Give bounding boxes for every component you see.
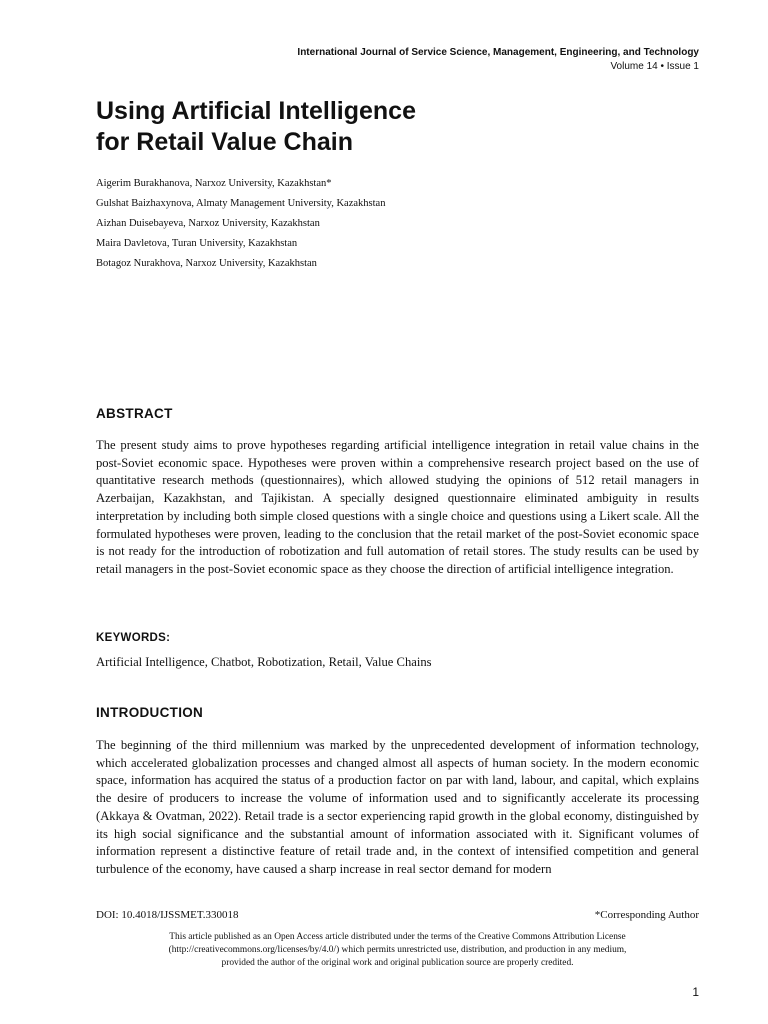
author-item: Gulshat Baizhaxynova, Almaty Management University, Kazakhstan: [96, 198, 386, 209]
author-item: Maira Davletova, Turan University, Kazakhstan: [96, 238, 298, 249]
author-item: Aigerim Burakhanova, Narxoz University, Kazakhstan*: [96, 178, 332, 189]
keywords-heading: KEYWORDS:: [96, 632, 171, 644]
volume-issue: Volume 14 • Issue 1: [610, 61, 699, 72]
article-title: [96, 96, 656, 158]
corresponding-author-note: *Corresponding Author: [594, 909, 699, 921]
abstract-heading: ABSTRACT: [96, 406, 173, 421]
abstract-text: The present study aims to prove hypotheses regarding artificial intelligence integration in retail value chains in the post-Soviet economic space. Hypotheses were proven within a comprehensive research project based on the use of quantitative research methods (questionnaires), which allowed studying the opinions of 512 retail managers in Azerbaijan, Kazakhstan, and Tajikistan. A specially designed questionnaire eliminated ambiguity in results interpretation by including both simple closed questions with a single choice and questions using a Likert scale. All the formulated hypotheses were proven, leading to the conclusion that the retail market of the post-Soviet economic space is not ready for the introduction of robotization and full automation of retail stores. The study results can be used by retail managers in the post-Soviet economic space as they choose the direction of artificial intelligence integration.: [96, 438, 699, 576]
journal-header: [297, 46, 699, 74]
page-number: 1: [692, 985, 699, 999]
license-line: (http://creativecommons.org/licenses/by/4.0/) which permits unrestricted use, distribution, and production in any medium,: [168, 945, 627, 955]
introduction-text: The beginning of the third millennium was marked by the unprecedented development of information technology, which accelerated globalization processes and changed almost all aspects of human society. In the modern economic space, information has acquired the status of a production factor on par with land, labour, and capital, which explains the desire of producers to increase the volume of information used and to significantly accelerate its processing (Akkaya & Ovatman, 2022). Retail trade is a sector experiencing rapid growth in the global economy, distinguished by its high social significance and the substantial amount of information associated with it. Significant volumes of information represent a distinctive feature of retail trade and, in the context of intensified competition and general turbulence of the economy, have caused a sharp increase in real sector demand for modern: [96, 738, 699, 876]
license-notice: [96, 931, 699, 970]
doi-text: DOI: 10.4018/IJSSMET.330018: [96, 909, 239, 921]
introduction-heading: INTRODUCTION: [96, 705, 204, 720]
keywords-text: Artificial Intelligence, Chatbot, Robotization, Retail, Value Chains: [96, 655, 432, 669]
journal-name: International Journal of Service Science, Management, Engineering, and Technology: [297, 47, 699, 58]
author-list: [96, 174, 385, 274]
author-item: Aizhan Duisebayeva, Narxoz University, Kazakhstan: [96, 218, 320, 229]
title-line-2: for Retail Value Chain: [96, 128, 354, 156]
author-item: Botagoz Nurakhova, Narxoz University, Kazakhstan: [96, 258, 317, 269]
title-line-1: Using Artificial Intelligence: [96, 97, 416, 125]
license-line: provided the author of the original work and original publication source are properly credited.: [221, 958, 574, 968]
license-line: This article published as an Open Access article distributed under the terms of the Creative Commons Attribution License: [169, 932, 626, 942]
